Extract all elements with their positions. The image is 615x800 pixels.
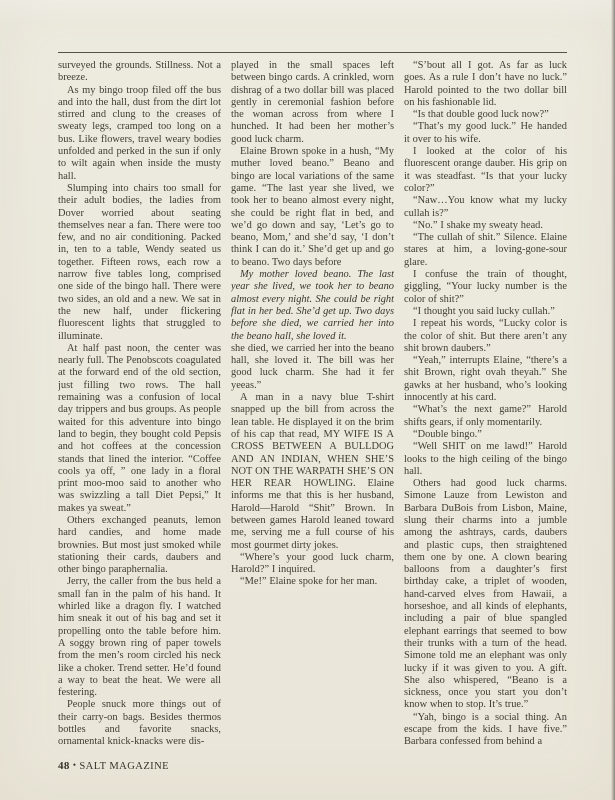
paragraph: As my bingo troop filed off the bus and into the hall, dust from the dirt lot stirred and clung to the creases of sweaty legs, cramped too long on a bus. Like flowers, travel weary bodies unfolded and perked in the sun if only to wilt again when inside the musty hall.: [58, 84, 221, 182]
paragraph: “Yeah,” interrupts Elaine, “there’s a shit Brown, right ovah theyah.” She gawks at her husband, who’s looking innocently at his card.: [404, 355, 567, 404]
paragraph: Slumping into chairs too small for their adult bodies, the ladies from Dover worried about seating themselves near a fan. There were too few, and no air conditioning. Packed in, ten to a table, Wendy seated us together. Fifteen rows, each row a narrow five tables long, comprised one side of the bingo hall. There were two sides, an old and a new. We sat in the new half, under flickering fluorescent lights that struggled to illuminate.: [58, 182, 221, 342]
article-column-3: [404, 60, 567, 754]
paragraph: Jerry, the caller from the bus held a small fan in the palm of his hand. It whirled like a dragon fly. I watched him sneak it out of his bag and set it propelling onto the table before him. A soggy brown ring of paper towels from the men’s room circled his neck like a choker. Trend setter. He’d found a way to beat the heat. We were all festering.: [58, 576, 221, 699]
page-footer: [58, 760, 169, 772]
paragraph: she died, we carried her into the beano hall, she loved it. The bill was her good luck charm. She had it fer yeeas.”: [231, 342, 394, 391]
paragraph: People snuck more things out of their carry-on bags. Besides thermos bottles and favorite snacks, ornamental knick-knacks were dis-: [58, 699, 221, 748]
page-number: 48: [58, 760, 70, 772]
paragraph: “Naw…You know what my lucky cullah is?”: [404, 195, 567, 219]
magazine-title: SALT MAGAZINE: [79, 761, 170, 772]
scanner-edge-artifact: [611, 0, 615, 800]
bullet-separator-icon: •: [72, 760, 77, 770]
paragraph: “The cullah of shit.” Silence. Elaine stares at him, a loving-gone-sour glare.: [404, 232, 567, 268]
paragraph: At half past noon, the center was nearly full. The Penobscots coagulated at the forward end of the old section, just filling two rows. The hall remaining was a confusion of local day trippers and bus groups. As people waited for this adventure into bingo land to begin, they bought cold Pepsis and hot coffees at the concession stands that lined the interior. “Coffee cools ya off, ” one lady in a floral print moo-moo said to another who was swizzling a tall Diet Pepsi,” It makes ya sweat.”: [58, 342, 221, 514]
paragraph: “I thought you said lucky cullah.”: [413, 305, 555, 317]
paragraph: “Yah, bingo is a social thing. An escape from the kids. I have five.” Barbara confessed from behind a: [404, 711, 567, 748]
paragraph: “That’s my good luck.” He handed it over to his wife.: [404, 121, 567, 145]
top-rule-divider: [58, 52, 567, 53]
paragraph: I confuse the train of thought, giggling, “Your lucky number is the color of shit?”: [404, 269, 567, 305]
paragraph: “No.” I shake my sweaty head.: [413, 219, 543, 231]
paragraph: “Is that double good luck now?”: [413, 109, 549, 121]
paragraph: “What’s the next game?” Harold shifts gears, if only momentarily.: [404, 404, 567, 428]
paragraph: I repeat his words, “Lucky color is the color of shit. But there aren’t any shit brown daubers.”: [404, 318, 567, 354]
paragraph: “Where’s your good luck charm, Harold?” I inquired.: [231, 551, 394, 576]
paragraph: played in the small spaces left between bingo cards. A crinkled, worn dishrag of a two dollar bill was placed gently in ceremonial fashion before the woman across from where I hunched. It had been her mother’s good luck charm.: [231, 60, 394, 145]
paragraph: Others exchanged peanuts, lemon hard candies, and home made brownies. But most just smoked while stationing their cards, daubers and other bingo paraphernalia.: [58, 514, 221, 576]
paragraph: I looked at the color of his fluorescent orange dauber. His grip on it was steadfast. “Is that your lucky color?”: [404, 146, 567, 194]
paragraph: Others had good luck charms. Simone Lauze from Lewiston and Barbara DuBois from Lisbon, Maine, slung their charms into a jumble among the ashtrays, cards, daubers and plastic cups, then straightened them one by one. A clown bearing balloons from a daughter’s first birthday cake, a triplet of wooden, hand-carved elves from Hawaii, a horseshoe, and all kinds of elephants, including a pair of blue spangled elephant earrings that seemed to bow their trunks with a turn of the head. Simone told me an elephant was only lucky if it was given to you. A gift. She also whispered, “Beano is a sickness, once you start you don’t know when to stop. It’s true.”: [404, 478, 567, 711]
article-columns: [58, 60, 567, 754]
paragraph: A man in a navy blue T-shirt snapped up the bill from across the lean table. He displayed it on the brim of his cap that read, MY WIFE IS A CROSS BETWEEN A BULLDOG AND AN INDIAN, WHEN SHE’S NOT ON THE WARPATH SHE’S ON HER REAR HOWLING. Elaine informs me that this is her husband, Harold—Harold “Shit” Brown. In between games Harold leaned toward me, serving me a full course of his most gourmet dirty jokes.: [231, 392, 394, 551]
paragraph: surveyed the grounds. Stillness. Not a breeze.: [58, 60, 221, 84]
article-column-2: [231, 60, 394, 754]
paragraph: “Well SHIT on me lawd!” Harold looks to the high ceiling of the bingo hall.: [404, 441, 567, 477]
page-content: [58, 52, 567, 754]
paragraph: Elaine Brown spoke in a hush, “My muther loved beano.” Beano and bingo are local variations of the same game. “The last year she lived, we took her to beano almost every night, she could be right flat in bed, and we’d go down and say, ‘Let’s go to beano, Mom,’ and she’d say, ‘I don’t think I can do it.’ She’d get up and go to beano. Two days before: [231, 146, 394, 268]
paragraph: “Me!” Elaine spoke for her man.: [240, 576, 378, 588]
article-column-1: [58, 60, 221, 754]
pull-quote: My mother loved beano. The last year she lived, we took her to beano almost every night. She could be right flat in her bed. She’d get up. Two days before she died, we carried her into the beano hall, she loved it.: [231, 269, 394, 342]
paragraph: “S’bout all I got. As far as luck goes. As a rule I don’t have no luck.” Harold pointed to the two dollar bill on his fashionable lid.: [404, 60, 567, 108]
paragraph: “Double bingo.”: [413, 428, 482, 440]
